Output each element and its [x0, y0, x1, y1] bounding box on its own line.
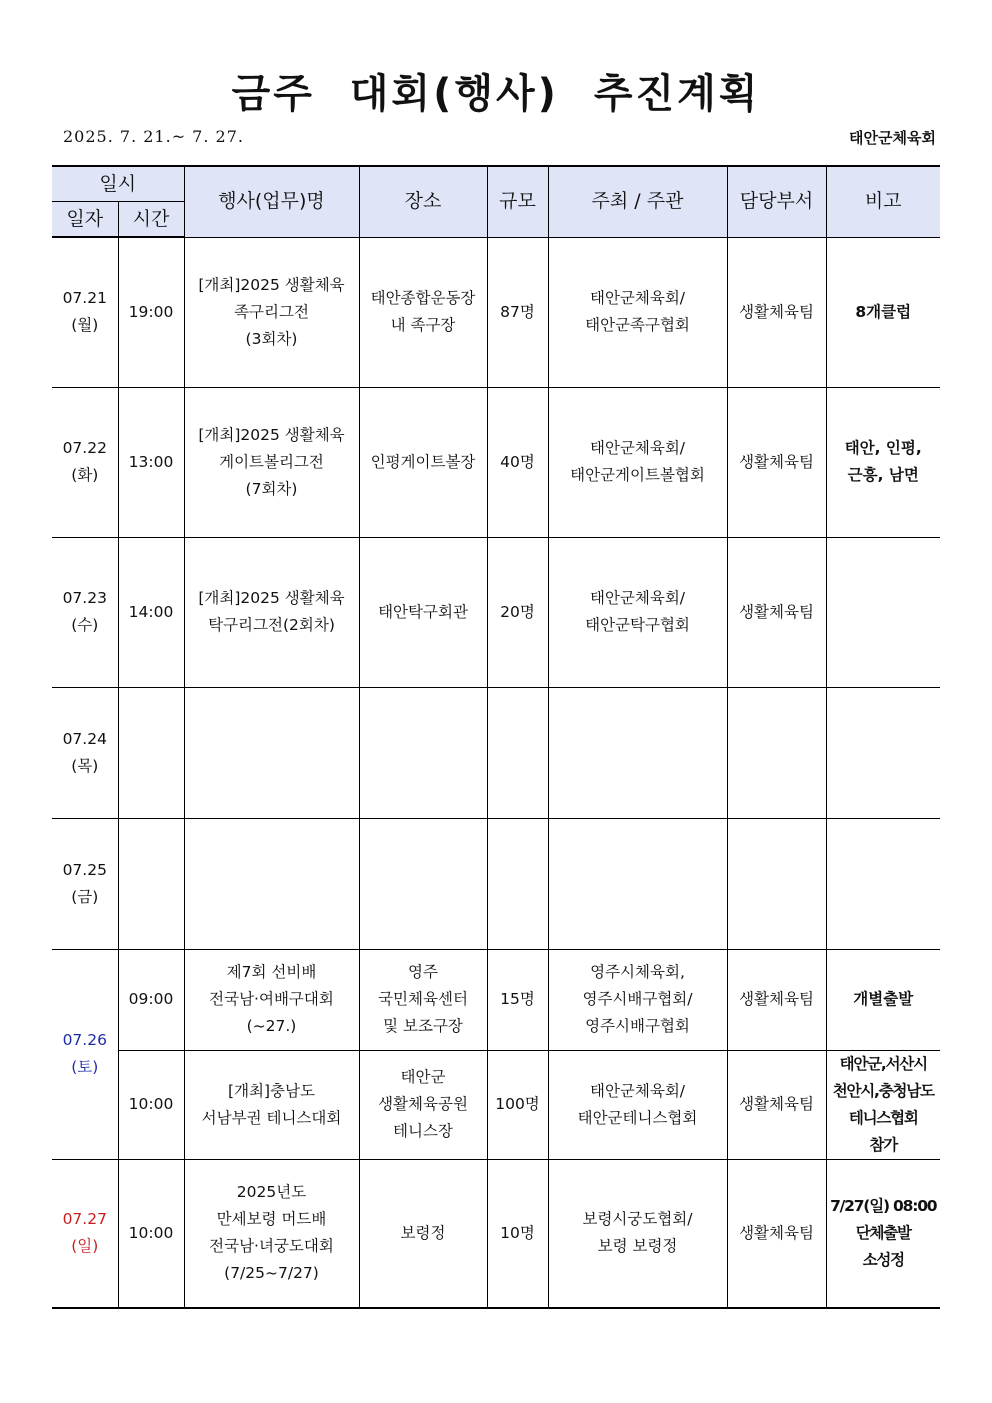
event-line: [개최]2025 생활체육 [198, 425, 345, 444]
scale-cell: 40명 [487, 387, 548, 537]
host-line: 영주시배구협회/ [582, 990, 693, 1008]
place-line: 및 보조구장 [383, 1017, 463, 1035]
place-line: 인평게이트볼장 [370, 452, 476, 471]
host-line: 태안군체육회/ [589, 1081, 686, 1100]
time-cell: 19:00 [118, 237, 184, 387]
place-line: 국민체육센터 [378, 990, 468, 1008]
date-cell [52, 237, 118, 387]
place-cell [359, 687, 487, 818]
event-line: 전국남·여배구대회 [209, 990, 334, 1008]
event-cell [184, 387, 359, 537]
weekday-label: (월) [71, 316, 99, 335]
event-cell [184, 949, 359, 1050]
host-cell [548, 687, 727, 818]
event-cell [184, 237, 359, 387]
header-event: 행사(업무)명 [184, 166, 359, 237]
event-cell [184, 818, 359, 949]
event-cell [184, 1050, 359, 1159]
host-line: 영주시배구협회 [585, 1017, 690, 1035]
host-cell [548, 818, 727, 949]
host-cell [548, 237, 727, 387]
scale-cell [487, 818, 548, 949]
date-label: 07.26 [62, 1031, 107, 1049]
event-line: (~27.) [246, 1017, 297, 1035]
header-host: 주최 / 주관 [548, 166, 727, 237]
place-line: 생활체육공원 [378, 1095, 468, 1113]
page-title: 금주 대회(행사) 추진계획 [231, 71, 761, 117]
event-line: [개최]2025 생활체육 [198, 589, 345, 607]
time-cell [118, 687, 184, 818]
host-cell [548, 1159, 727, 1308]
table-row [52, 387, 940, 537]
host-cell [548, 949, 727, 1050]
event-cell [184, 687, 359, 818]
note-cell [826, 1050, 940, 1159]
scale-cell: 87명 [487, 237, 548, 387]
place-line: 태안군 [400, 1068, 446, 1086]
note-line: 근흥, 남면 [847, 466, 919, 484]
header-note: 비고 [826, 166, 940, 237]
time-cell: 10:00 [118, 1159, 184, 1308]
header-place: 장소 [359, 166, 487, 237]
time-cell: 14:00 [118, 537, 184, 687]
note-cell [826, 237, 940, 387]
event-line: (3회차) [245, 329, 298, 348]
event-cell [184, 1159, 359, 1308]
note-line: 7/27(일) 08:00 [830, 1196, 937, 1215]
dept-cell: 생활체육팀 [727, 537, 826, 687]
note-line: 개별출발 [853, 990, 914, 1008]
date-label: 07.22 [62, 439, 107, 457]
scale-cell: 15명 [487, 949, 548, 1050]
place-cell [359, 1050, 487, 1159]
period-text: 2025. 7. 21.~ 7. 27. [63, 127, 244, 146]
place-line: 영주 [408, 963, 438, 981]
host-line: 태안군게이트볼협회 [570, 466, 705, 484]
date-cell [52, 537, 118, 687]
scale-cell: 10명 [487, 1159, 548, 1308]
host-cell [548, 1050, 727, 1159]
date-label: 07.24 [62, 729, 107, 748]
table-row [52, 537, 940, 687]
event-line: (7/25~7/27) [224, 1264, 319, 1283]
date-label: 07.21 [62, 289, 107, 308]
weekday-label: (금) [71, 887, 99, 906]
place-line: 테니스장 [393, 1122, 453, 1140]
table-row [52, 818, 940, 949]
dept-cell [727, 687, 826, 818]
note-line: 8개클럽 [855, 302, 912, 321]
place-cell [359, 818, 487, 949]
weekday-label: (화) [71, 466, 99, 484]
table-row [52, 237, 940, 387]
dept-cell: 생활체육팀 [727, 1159, 826, 1308]
date-cell [52, 818, 118, 949]
host-line: 태안군테니스협회 [577, 1108, 698, 1127]
note-line: 테니스협회 [848, 1108, 918, 1127]
event-cell [184, 537, 359, 687]
host-line: 태안군탁구협회 [585, 616, 690, 634]
place-cell [359, 1159, 487, 1308]
header-dept: 담당부서 [727, 166, 826, 237]
place-cell [359, 949, 487, 1050]
host-line: 보령 보령정 [597, 1237, 678, 1256]
dept-cell: 생활체육팀 [727, 387, 826, 537]
event-line: 족구리그전 [234, 302, 309, 321]
date-label: 07.27 [62, 1210, 107, 1229]
place-cell [359, 387, 487, 537]
note-cell [826, 949, 940, 1050]
host-line: 영주시체육회, [590, 963, 685, 981]
note-line: 소성정 [862, 1250, 904, 1269]
weekday-label: (일) [71, 1237, 99, 1256]
event-line: [개최]2025 생활체육 [198, 275, 345, 294]
place-line: 내 족구장 [390, 316, 456, 334]
place-cell [359, 537, 487, 687]
event-line: 2025년도 [236, 1183, 307, 1202]
dept-cell: 생활체육팀 [727, 237, 826, 387]
note-line: 참가 [869, 1135, 898, 1154]
time-cell [118, 818, 184, 949]
header-date: 일자 [52, 202, 118, 238]
schedule-table [52, 165, 940, 1309]
table-row [52, 1050, 940, 1159]
dept-cell: 생활체육팀 [727, 949, 826, 1050]
dept-cell: 생활체육팀 [727, 1050, 826, 1159]
time-cell: 10:00 [118, 1050, 184, 1159]
note-cell [826, 818, 940, 949]
weekday-label: (목) [71, 756, 99, 775]
event-line: [개최]충남도 [228, 1081, 315, 1100]
weekday-label: (토) [71, 1058, 99, 1076]
host-line: 태안군족구협회 [585, 316, 690, 334]
time-cell: 09:00 [118, 949, 184, 1050]
scale-cell: 100명 [487, 1050, 548, 1159]
host-line: 태안군체육회/ [589, 289, 686, 307]
header-scale: 규모 [487, 166, 548, 237]
place-line: 태안탁구회관 [378, 602, 468, 621]
note-line: 태안군,서산시 [839, 1054, 927, 1073]
header-datetime: 일시 [52, 166, 184, 202]
table-row [52, 687, 940, 818]
date-cell [52, 687, 118, 818]
host-line: 태안군체육회/ [589, 439, 686, 457]
note-cell [826, 537, 940, 687]
date-label: 07.25 [62, 860, 107, 879]
date-label: 07.23 [62, 589, 107, 607]
host-cell [548, 537, 727, 687]
scale-cell [487, 687, 548, 818]
note-line: 단체출발 [855, 1223, 911, 1242]
note-cell [826, 687, 940, 818]
event-line: 서남부권 테니스대회 [201, 1108, 342, 1127]
table-row [52, 1159, 940, 1308]
event-line: 게이트볼리그전 [219, 452, 324, 471]
table-row [52, 949, 940, 1050]
place-cell [359, 237, 487, 387]
dept-cell [727, 818, 826, 949]
time-cell: 13:00 [118, 387, 184, 537]
host-cell [548, 387, 727, 537]
weekday-label: (수) [71, 616, 99, 634]
date-cell [52, 387, 118, 537]
note-line: 태안, 인평, [844, 439, 922, 457]
note-cell [826, 1159, 940, 1308]
event-line: 제7회 선비배 [226, 963, 317, 981]
event-line: (7회차) [245, 479, 298, 498]
note-line: 천안시,충청남도 [832, 1081, 934, 1100]
host-line: 태안군체육회/ [589, 589, 686, 607]
event-line: 탁구리그전(2회차) [208, 616, 335, 634]
date-cell [52, 949, 118, 1159]
header-time: 시간 [118, 202, 184, 238]
place-line: 보령정 [400, 1223, 446, 1242]
note-cell [826, 387, 940, 537]
place-line: 태안종합운동장 [370, 289, 476, 307]
host-line: 보령시궁도협회/ [582, 1210, 693, 1229]
event-line: 만세보령 머드배 [216, 1210, 327, 1229]
organization-name: 태안군체육회 [849, 129, 936, 147]
scale-cell: 20명 [487, 537, 548, 687]
date-cell [52, 1159, 118, 1308]
event-line: 전국남·녀궁도대회 [209, 1237, 334, 1256]
